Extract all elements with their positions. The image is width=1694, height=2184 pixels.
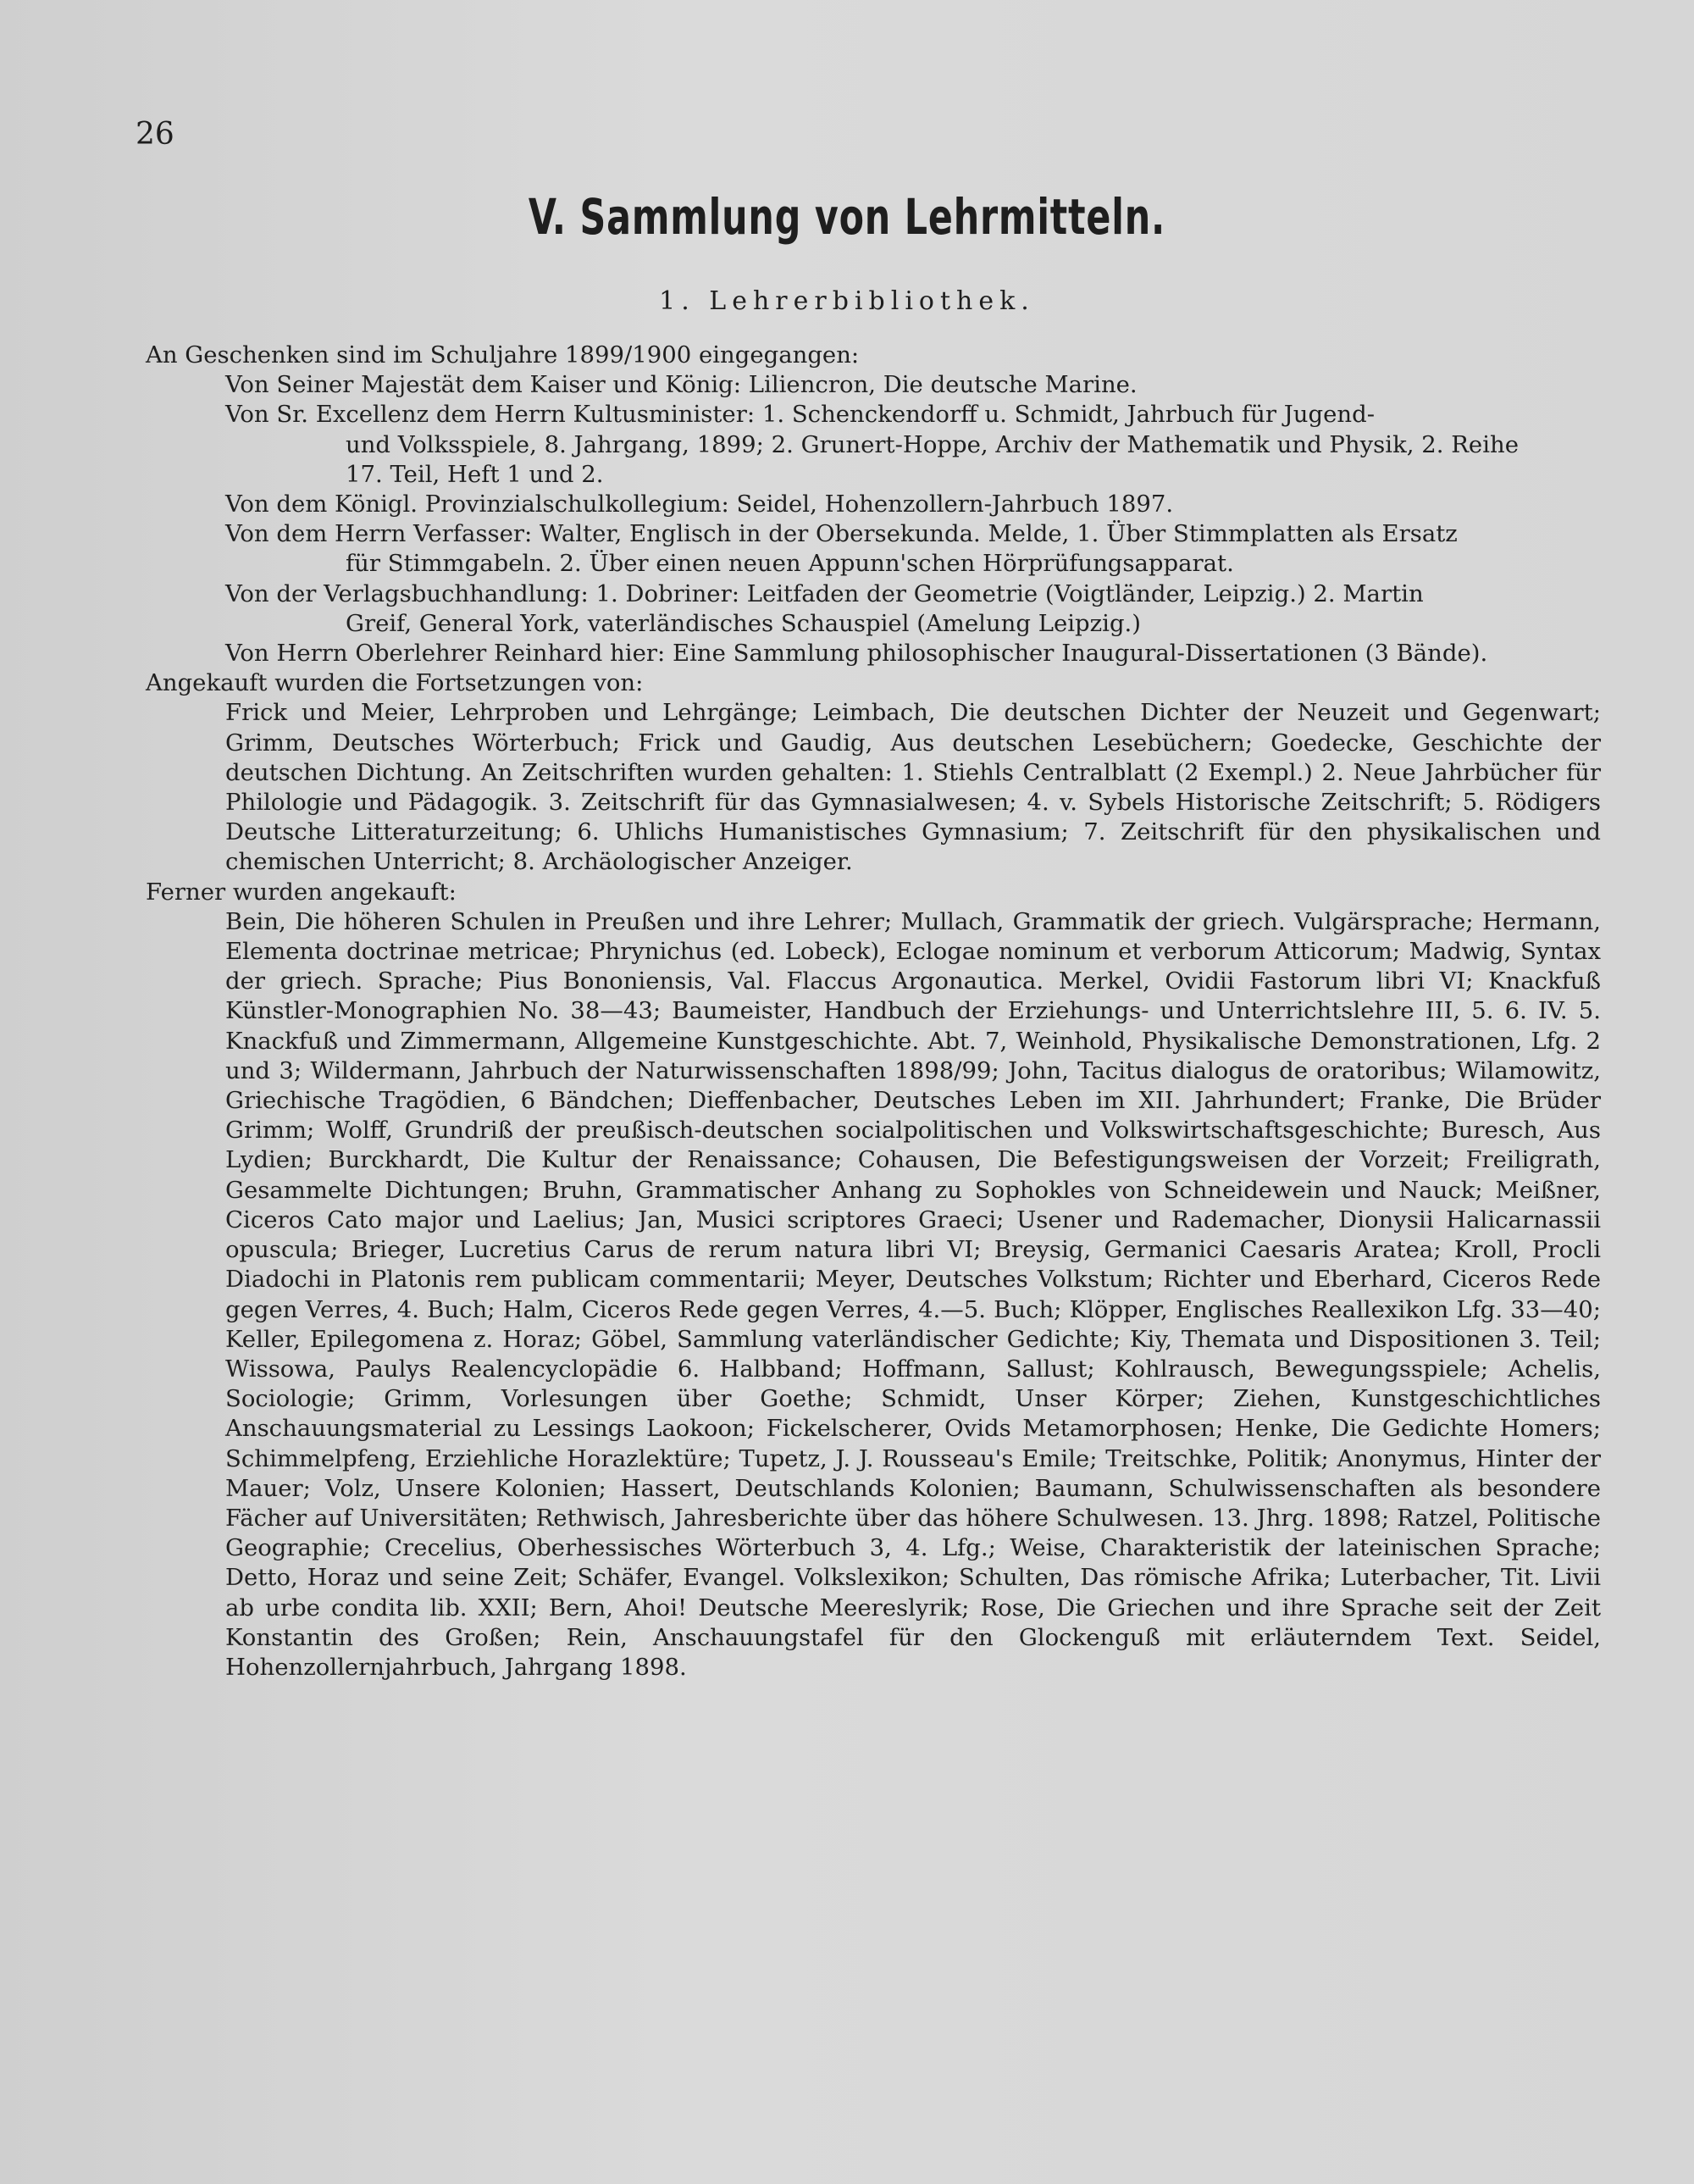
continuations-heading: Angekauft wurden die Fortsetzungen von: <box>146 669 644 697</box>
purchases-heading: Ferner wurden angekauft: <box>146 878 457 906</box>
gifts-heading: An Geschenken sind im Schuljahre 1899/1900 eingegangen: <box>146 341 860 369</box>
gift-entry-continuation: und Volksspiele, 8. Jahrgang, 1899; 2. Grunert-Hoppe, Archiv der Mathematik und Physik, 2. Reihe <box>346 430 1519 458</box>
continuations-paragraph: Frick und Meier, Lehrproben und Lehrgänge; Leimbach, Die deutschen Dichter der Neuzeit und Gegenwart; Grimm, Deutsches Wörterbuch; Frick und Gaudig, Aus deutschen Lesebüchern; Goedecke, Geschichte der deutschen Dichtung. An Zeitschriften wurden gehalten: 1. Stiehls Centralblatt (2 Exempl.) 2. Neue Jahrbücher für Philologie und Pädagogik. 3. Zeitschrift für das Gymnasialwesen; 4. v. Sybels Historische Zeitschrift; 5. Rödigers Deutsche Litteraturzeitung; 6. Uhlichs Humanistisches Gymnasium; 7. Zeitschrift für den physikalischen und chemischen Unterricht; 8. Archäologischer Anzeiger. <box>225 699 1601 876</box>
gift-entry-continuation: für Stimmgabeln. 2. Über einen neuen Appunn'schen Hörprüfungsapparat. <box>346 550 1234 578</box>
subsection-title: 1. Lehrerbibliothek. <box>659 286 1035 316</box>
gift-entry: Von dem Königl. Provinzialschulkollegium: Seidel, Hohenzollern-Jahrbuch 1897. <box>225 491 1174 518</box>
purchases-paragraph: Bein, Die höheren Schulen in Preußen und ihre Lehrer; Mullach, Grammatik der griech. Vulgärsprache; Hermann, Elementa doctrinae metricae; Phrynichus (ed. Lobeck), Eclogae nominum et verborum Atticorum; Madwig, Syntax der griech. Sprache; Pius Bononiensis, Val. Flaccus Argonautica. Merkel, Ovidii Fastorum libri VI; Knackfuß Künstler-Monographien No. 38—43; Baumeister, Handbuch der Erziehungs- und Unterrichtslehre III, 5. 6. IV. 5. Knackfuß und Zimmermann, Allgemeine Kunstgeschichte. Abt. 7, Weinhold, Physikalische Demonstrationen, Lfg. 2 und 3; Wildermann, Jahrbuch der Naturwissenschaften 1898/99; John, Tacitus dialogus de oratoribus; Wilamowitz, Griechische Tragödien, 6 Bändchen; Dieffenbacher, Deutsches Leben im XII. Jahrhundert; Franke, Die Brüder Grimm; Wolff, Grundriß der preußisch-deutschen socialpolitischen und Volkswirtschaftsgeschichte; Buresch, Aus Lydien; Burckhardt, Die Kultur der Renaissance; Cohausen, Die Befestigungsweisen der Vorzeit; Freiligrath, Gesammelte Dichtungen; Bruhn, Grammatischer Anhang zu Sophokles von Schneidewein und Nauck; Meißner, Ciceros Cato major und Laelius; Jan, Musici scriptores Graeci; Usener und Rademacher, Dionysii Halicarnassii opuscula; Brieger, Lucretius Carus de rerum natura libri VI; Breysig, Germanici Caesaris Aratea; Kroll, Procli Diadochi in Platonis rem publicam commentarii; Meyer, Deutsches Volkstum; Richter und Eberhard, Ciceros Rede gegen Verres, 4. Buch; Halm, Ciceros Rede gegen Verres, 4.—5. Buch; Klöpper, Englisches Reallexikon Lfg. 33—40; Keller, Epilegomena z. Horaz; Göbel, Sammlung vaterländischer Gedichte; Kiy, Themata und Dispositionen 3. Teil; Wissowa, Paulys Realencyclopädie 6. Halbband; Hoffmann, Sallust; Kohlrausch, Bewegungsspiele; Achelis, Sociologie; Grimm, Vorlesungen über Goethe; Schmidt, Unser Körper; Ziehen, Kunstgeschichtliches Anschauungsmaterial zu Lessings Laokoon; Fickelscherer, Ovids Metamorphosen; Henke, Die Gedichte Homers; Schimmelpfeng, Erziehliche Horazlektüre; Tupetz, J. J. Rousseau's Emile; Treitschke, Politik; Anonymus, Hinter der Mauer; Volz, Unsere Kolonien; Hassert, Deutschlands Kolonien; Baumann, Schulwissenschaften als besondere Fächer auf Universitäten; Rethwisch, Jahresberichte über das höhere Schulwesen. 13. Jhrg. 1898; Ratzel, Politische Geographie; Crecelius, Oberhessisches Wörterbuch 3, 4. Lfg.; Weise, Charakteristik der lateinischen Sprache; Detto, Horaz und seine Zeit; Schäfer, Evangel. Volkslexikon; Schulten, Das römische Afrika; Luterbacher, Tit. Livii ab urbe condita lib. XXII; Bern, Ahoi! Deutsche Meereslyrik; Rose, Die Griechen und ihre Sprache seit der Zeit Konstantin des Großen; Rein, Anschauungstafel für den Glockenguß mit erläuterndem Text. Seidel, Hohenzollernjahrbuch, Jahrgang 1898. <box>225 907 1601 1681</box>
gift-entry: Von der Verlagsbuchhandlung: 1. Dobriner: Leitfaden der Geometrie (Voigtländer, Leipzig.) 2. Martin <box>225 579 1424 607</box>
page-number: 26 <box>136 117 174 152</box>
gift-entry: Von dem Herrn Verfasser: Walter, Englisch in der Obersekunda. Melde, 1. Über Stimmplatten als Ersatz <box>225 520 1458 548</box>
gift-entry: Von Herrn Oberlehrer Reinhard hier: Eine Sammlung philosophischer Inaugural-Dissertationen (3 Bände). <box>225 640 1488 668</box>
gift-entry: Von Sr. Excellenz dem Herrn Kultusminister: 1. Schenckendorff u. Schmidt, Jahrbuch für Jugend- <box>225 401 1375 429</box>
gift-entry-continuation: 17. Teil, Heft 1 und 2. <box>346 460 604 488</box>
gifts-section <box>146 341 1601 668</box>
gift-entry: Von Seiner Majestät dem Kaiser und König: Liliencron, Die deutsche Marine. <box>225 371 1138 399</box>
purchases-section <box>146 878 1601 1682</box>
section-title: V. Sammlung von Lehrmitteln. <box>528 188 1166 246</box>
continuations-section <box>146 668 1601 877</box>
gift-entry-continuation: Greif, General York, vaterländisches Schauspiel (Amelung Leipzig.) <box>346 609 1142 637</box>
body-text <box>146 341 1601 1682</box>
